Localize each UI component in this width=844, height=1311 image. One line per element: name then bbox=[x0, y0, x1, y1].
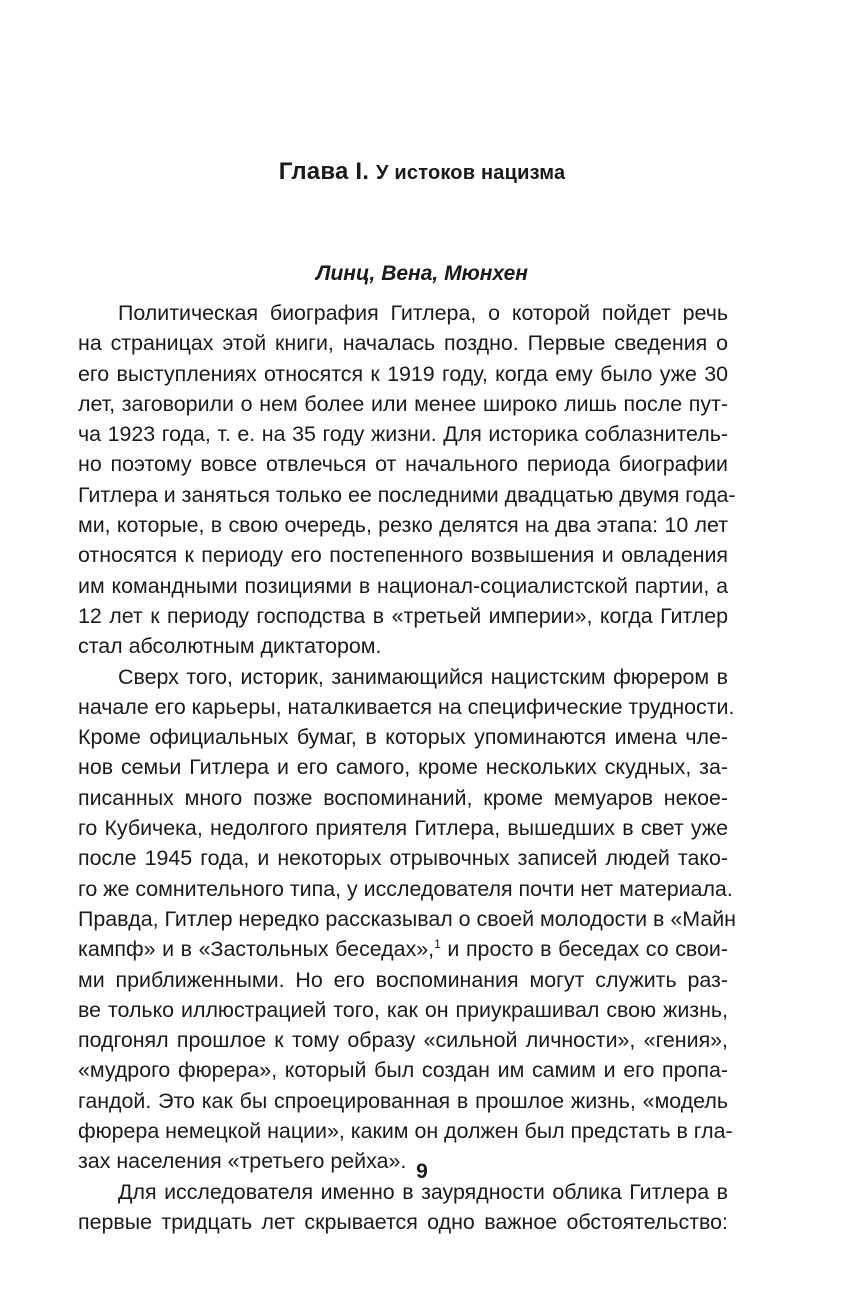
text-line: им командными позициями в национал-социалистской партии, а bbox=[78, 573, 728, 598]
chapter-title-prefix: Глава I. bbox=[278, 158, 370, 185]
text-line: ча 1923 года, т. е. на 35 году жизни. Для историка соблазнитель- bbox=[78, 422, 728, 447]
paragraph-2 bbox=[78, 662, 736, 1177]
text-line: 12 лет к периоду господства в «третьей империи», когда Гитлер bbox=[78, 603, 728, 628]
text-line: лет, заговорили о нем более или менее широко лишь после пут- bbox=[78, 391, 728, 416]
body-text bbox=[78, 298, 736, 1237]
text-fragment: и просто в беседах со свои- bbox=[440, 937, 729, 962]
chapter-title-rest: У истоков нацизма bbox=[376, 162, 566, 184]
text-line: Политическая биография Гитлера, о которой пойдет речь bbox=[118, 301, 728, 325]
page-number: 9 bbox=[416, 1160, 428, 1183]
text-line: Сверх того, историк, занимающийся нацистским фюрером в bbox=[118, 664, 728, 689]
text-line: на страницах этой книги, началась поздно. Первые сведения о bbox=[78, 331, 728, 356]
text-line: гандой. Это как бы спроецированная в прошлое жизнь, «модель bbox=[78, 1088, 728, 1113]
text-line: первые тридцать лет скрывается одно важное обстоятельство: bbox=[78, 1209, 728, 1234]
footnote-mark[interactable]: 1 bbox=[434, 937, 441, 952]
text-line: Для исследователя именно в заурядности облика Гитлера в bbox=[118, 1179, 728, 1204]
text-line: относятся к периоду его постепенного возвышения и овладения bbox=[78, 543, 728, 568]
text-line: зах населения «третьего рейха». bbox=[78, 1149, 407, 1174]
text-line: подгонял прошлое к тому образу «сильной личности», «гения», bbox=[78, 1028, 728, 1053]
text-line: его выступлениях относятся к 1919 году, когда ему было уже 30 bbox=[78, 361, 728, 386]
text-line: ве только иллюстрацией того, как он приукрашивал свою жизнь, bbox=[78, 997, 728, 1022]
text-line: го же сомнительного типа, у исследователя почти нет материала. bbox=[78, 876, 733, 901]
text-line: Гитлера и заняться только ее последними двадцатью двумя года- bbox=[78, 482, 736, 507]
paragraph-3 bbox=[78, 1177, 728, 1238]
text-line: ми, которые, в свою очередь, резко делятся на два этапа: 10 лет bbox=[78, 513, 728, 538]
paragraph-1 bbox=[78, 298, 736, 662]
text-line: нов семьи Гитлера и его самого, кроме нескольких скудных, за- bbox=[78, 755, 728, 780]
text-line: стал абсолютным диктатором. bbox=[78, 634, 382, 659]
section-title: Линц, Вена, Мюнхен bbox=[316, 262, 528, 285]
text-line: фюрера немецкой нации», каким он должен был предстать в гла- bbox=[78, 1119, 733, 1144]
text-fragment: кампф» и в «Застольных беседах», bbox=[78, 937, 435, 962]
text-line: Кроме официальных бумаг, в которых упоминаются имена чле- bbox=[78, 725, 728, 750]
text-line: ми приближенными. Но его воспоминания могут служить раз- bbox=[78, 967, 728, 992]
text-line: го Кубичека, недолгого приятеля Гитлера, вышедших в свет уже bbox=[78, 816, 728, 841]
text-line: Правда, Гитлер нередко рассказывал о своей молодости в «Майн bbox=[78, 906, 736, 931]
text-line: после 1945 года, и некоторых отрывочных записей людей тако- bbox=[78, 846, 728, 871]
text-line: «мудрого фюрера», который был создан им самим и его пропа- bbox=[78, 1058, 728, 1083]
text-line: но поэтому вовсе отвлечься от начального периода биографии bbox=[78, 452, 728, 477]
chapter-title bbox=[0, 158, 844, 186]
text-line-with-footnote bbox=[78, 934, 728, 964]
text-line: писанных много позже воспоминаний, кроме мемуаров некое- bbox=[78, 785, 728, 810]
text-line: начале его карьеры, наталкивается на специфические трудности. bbox=[78, 694, 735, 719]
